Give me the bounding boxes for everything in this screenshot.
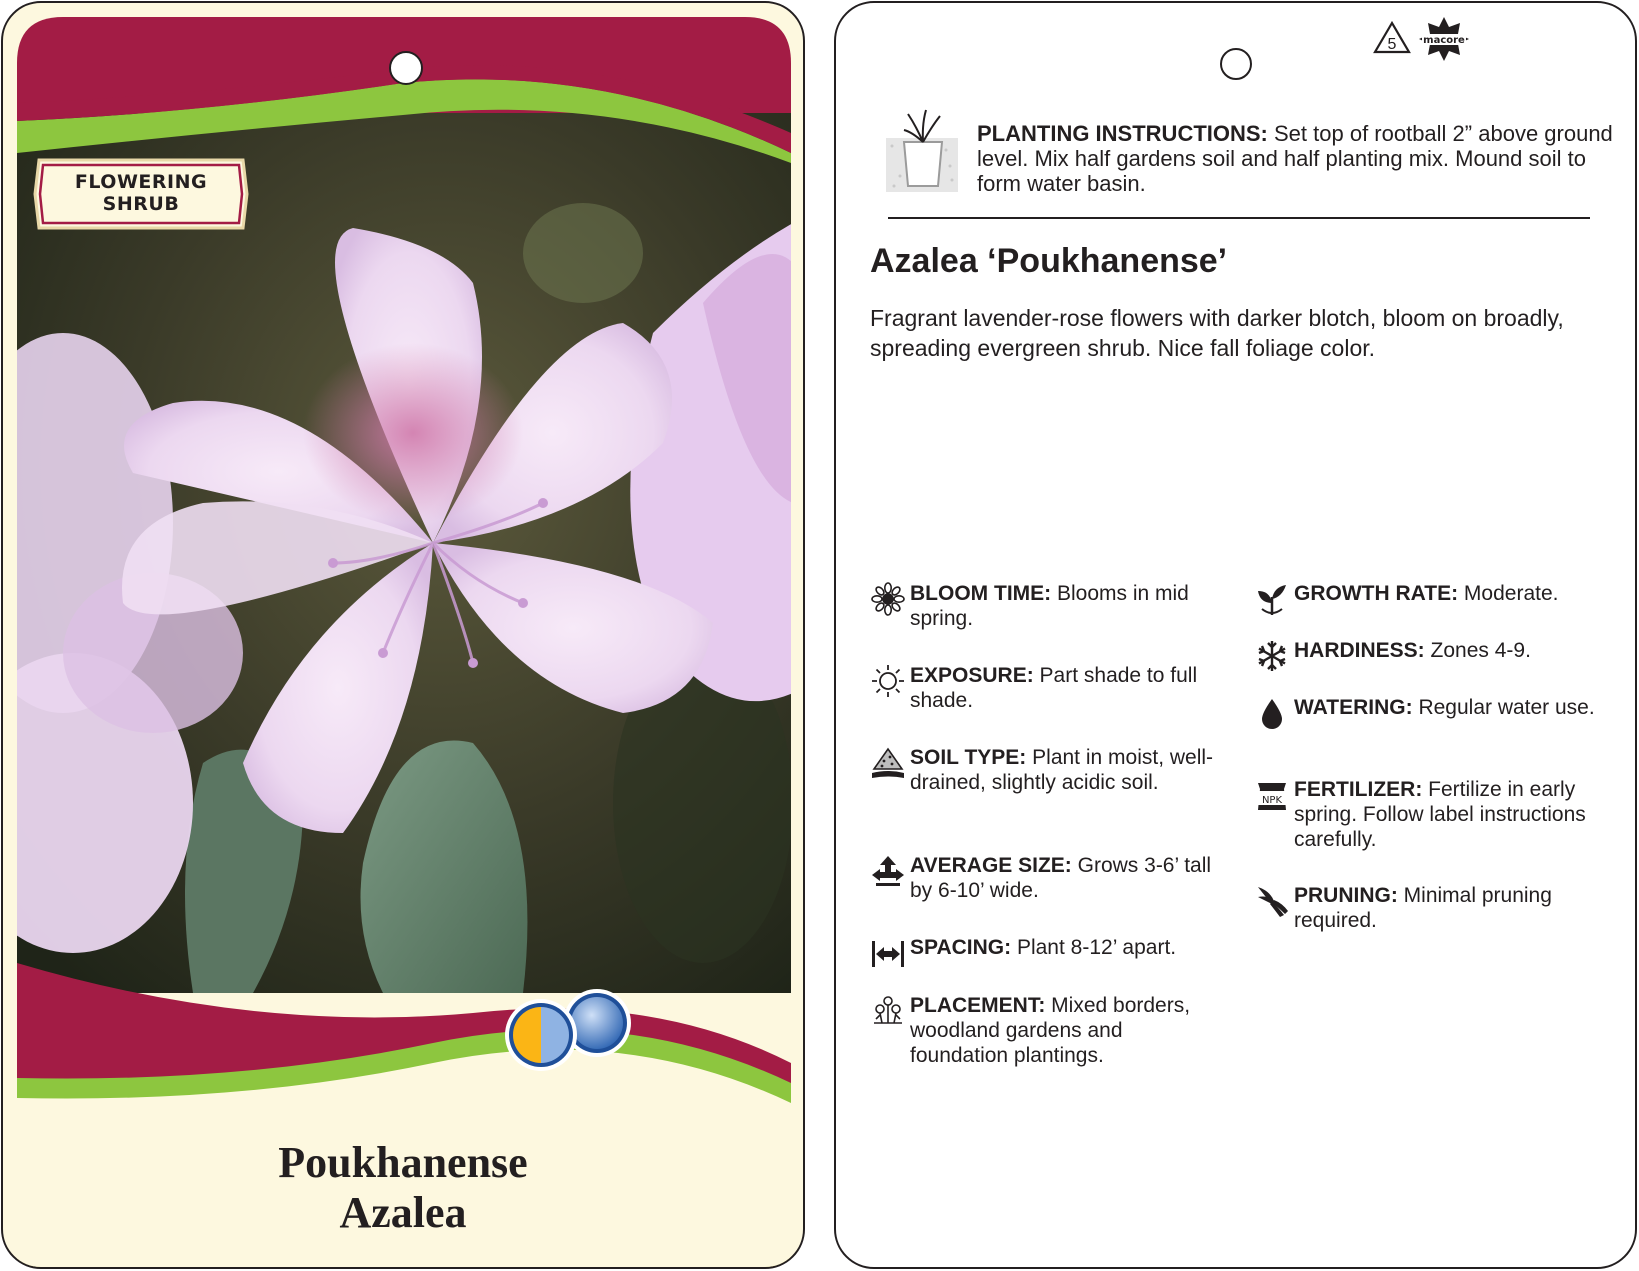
exposure-value: Part shade to full shade. (910, 664, 1198, 712)
common-name (3, 1138, 803, 1238)
snowflake-icon (1254, 638, 1290, 674)
size-icon (870, 853, 906, 889)
average-size-label: AVERAGE SIZE: (910, 854, 1072, 877)
bloom-time-label: BLOOM TIME: (910, 582, 1052, 605)
recycle-icon (1372, 19, 1412, 59)
watering-value: Regular water use. (1412, 696, 1595, 719)
hang-hole (389, 51, 423, 85)
hang-hole (1220, 48, 1252, 80)
attr-placement (870, 993, 1215, 1068)
growth-rate-label: GROWTH RATE: (1294, 582, 1459, 605)
planting-label: PLANTING INSTRUCTIONS: (977, 121, 1268, 146)
planting-body: Set top of rootball 2” above ground level. Mix half gardens soil and half planting mix. Mound soil to form water basin. (977, 121, 1613, 196)
attr-average-size (870, 853, 1215, 903)
soil-type-label: SOIL TYPE: (910, 746, 1027, 769)
category-line2: SHRUB (102, 193, 180, 215)
bloom-time-value: Blooms in mid spring. (910, 582, 1189, 630)
pruning-shears-icon (1254, 883, 1290, 919)
hardiness-label: HARDINESS: (1294, 639, 1425, 662)
attr-exposure (870, 663, 1215, 713)
fertilizer-label: FERTILIZER: (1294, 778, 1423, 801)
spacing-label: SPACING: (910, 936, 1012, 959)
plant-description: Fragrant lavender-rose flowers with darker blotch, bloom on broadly, spreading evergreen shrub. Nice fall foliage color. (870, 305, 1564, 361)
attr-fertilizer (1254, 777, 1599, 852)
divider (888, 217, 1590, 219)
recycle-number: 5 (1387, 36, 1397, 53)
sun-icon (870, 663, 906, 699)
placement-label: PLACEMENT: (910, 994, 1046, 1017)
hardiness-value: Zones 4-9. (1424, 639, 1531, 662)
flower-photo (3, 113, 793, 993)
common-name-line1: Poukhanense (278, 1138, 528, 1187)
common-name-line2: Azalea (339, 1188, 467, 1237)
brand-logo-text: macore (1423, 35, 1465, 46)
category-badge (33, 158, 249, 230)
attr-hardiness (1254, 638, 1599, 663)
soil-icon (870, 745, 906, 781)
part-shade-icon (505, 999, 577, 1071)
sun-exposure-icons (503, 983, 635, 1073)
planting-instructions (977, 121, 1617, 196)
flower-icon (870, 581, 906, 617)
attr-spacing (870, 935, 1215, 960)
average-size-value: Grows 3-6’ tall by 6-10’ wide. (910, 854, 1212, 902)
attr-pruning (1254, 883, 1599, 933)
pruning-label: PRUNING: (1294, 884, 1398, 907)
watering-label: WATERING: (1294, 696, 1413, 719)
attr-bloom-time (870, 581, 1215, 631)
category-line1: FLOWERING (74, 171, 208, 193)
back-tag (834, 1, 1637, 1269)
exposure-label: EXPOSURE: (910, 664, 1034, 687)
attr-watering (1254, 695, 1599, 720)
growth-rate-value: Moderate. (1458, 582, 1559, 605)
sprout-icon (1254, 581, 1290, 617)
fertilizer-icon-text: NPK (1261, 795, 1283, 806)
plant-title: Azalea ‘Poukhanense’ (870, 242, 1228, 280)
macore-logo (1416, 15, 1472, 63)
placement-value: Mixed borders, woodland gardens and foundation plantings. (910, 994, 1191, 1067)
garden-bed-icon (870, 993, 906, 1029)
fertilizer-value: Fertilize in early spring. Follow label instructions carefully. (1294, 778, 1586, 851)
front-tag (1, 1, 805, 1269)
spacing-value: Plant 8-12’ apart. (1011, 936, 1177, 959)
spacing-icon (870, 935, 906, 971)
attr-soil-type (870, 745, 1215, 795)
planting-pot-icon (886, 106, 958, 192)
water-drop-icon (1254, 695, 1290, 731)
soil-type-value: Plant in moist, well-drained, slightly acidic soil. (910, 746, 1214, 794)
attr-growth-rate (1254, 581, 1599, 606)
pruning-value: Minimal pruning required. (1294, 884, 1552, 932)
fertilizer-bag-icon (1254, 777, 1290, 813)
